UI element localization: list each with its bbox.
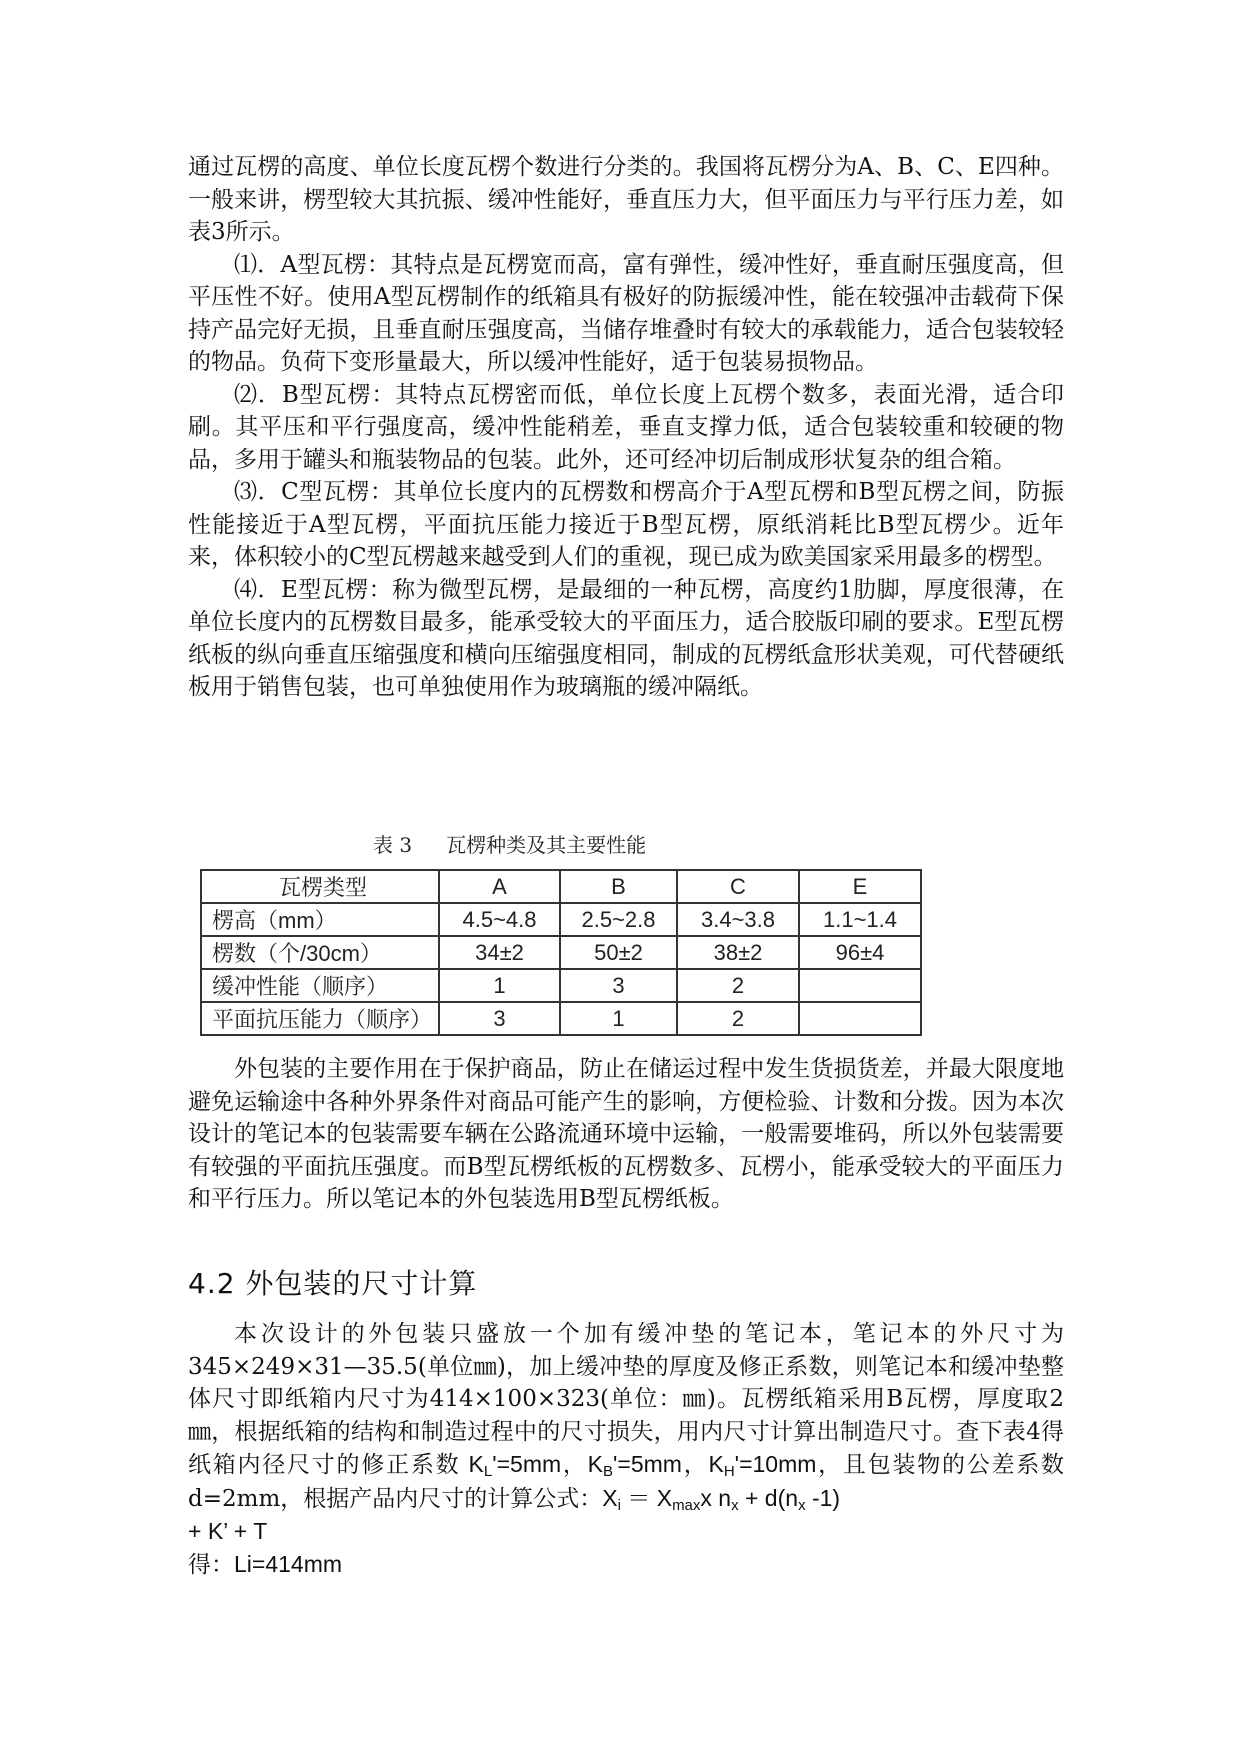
- table-row: [201, 903, 921, 936]
- paragraph-size-calc: [188, 1318, 1064, 1515]
- table-cell: 3: [439, 1002, 560, 1035]
- table-header-row: [201, 870, 921, 903]
- table-cell: 1.1~1.4: [799, 903, 921, 936]
- result-prefix: 得：: [188, 1551, 234, 1578]
- table-cell: 3.4~3.8: [677, 903, 799, 936]
- table-cell: 2.5~2.8: [560, 903, 677, 936]
- paragraph-type-a: ⑴．A型瓦楞：其特点是瓦楞宽而高，富有弹性，缓冲性好，垂直耐压强度高，但平压性不好。使用A型瓦楞制作的纸箱具有极好的防振缓冲性，能在较强冲击载荷下保持产品完好无损，且垂直耐压强度高，当储存堆叠时有较大的承载能力，适合包装较轻的物品。负荷下变形量最大，所以缓冲性能好，适于包装易损物品。: [188, 251, 1064, 375]
- table-cell: 缓冲性能（顺序）: [201, 969, 439, 1002]
- table-cell: 3: [560, 969, 677, 1002]
- table-number: 表 3: [373, 833, 413, 857]
- table-cell: 1: [560, 1002, 677, 1035]
- table-cell: 楞高（mm）: [201, 903, 439, 936]
- table-header-cell: B: [560, 870, 677, 903]
- paragraph-outer-package: 外包装的主要作用在于保护商品，防止在储运过程中发生货损货差，并最大限度地避免运输途中各种外界条件对商品可能产生的影响，方便检验、计数和分拨。因为本次设计的笔记本的包装需要车辆在公路流通环境中运输，一般需要堆码，所以外包装需要有较强的平面抗压强度。而B型瓦楞纸板的瓦楞数多、瓦楞小，能承受较大的平面压力和平行压力。所以笔记本的外包装选用B型瓦楞纸板。: [188, 1056, 1064, 1212]
- body-text-top: [188, 151, 1064, 704]
- table-cell: 38±2: [677, 936, 799, 969]
- coefficient-kl: $K_L'=5mm$，: [468, 1451, 588, 1480]
- coefficient-kb: $K_B'=5mm$，: [587, 1451, 709, 1480]
- size-calc-text: 本次设计的外包装只盛放一个加有缓冲垫的笔记本，笔记本的外尺寸为345×249×31—35.5(单位㎜)，加上缓冲垫的厚度及修正系数，则笔记本和缓冲垫整体尺寸即纸箱内尺寸为414×100×323(单位：㎜)。瓦楞纸箱采用B瓦楞，厚度取2㎜，根据纸箱的结构和制造过程中的尺寸损失，用内尺寸计算出制造尺寸。查下表4得纸箱内径尺寸的修正系数: [188, 1321, 1064, 1478]
- table-cell: 34±2: [439, 936, 560, 969]
- paragraph-type-e: ⑷．E型瓦楞：称为微型瓦楞，是最细的一种瓦楞，高度约1肋脚，厚度很薄，在单位长度内的瓦楞数目最多，能承受较大的平面压力，适合胶版印刷的要求。E型瓦楞纸板的纵向垂直压缩强度和横向压缩强度相同，制成的瓦楞纸盒形状美观，可代替硬纸板用于销售包装，也可单独使用作为玻璃瓶的缓冲隔纸。: [188, 576, 1064, 700]
- table-header-cell: A: [439, 870, 560, 903]
- table-row: [201, 969, 921, 1002]
- table-cell: 1: [439, 969, 560, 1002]
- table-cell: 96±4: [799, 936, 921, 969]
- paragraph-type-c: ⑶．C型瓦楞：其单位长度内的瓦楞数和楞高介于A型瓦楞和B型瓦楞之间，防振性能接近于A型瓦楞，平面抗压能力接近于B型瓦楞，原纸消耗比B型瓦楞少。近年来，体积较小的C型瓦楞越来越受到人们的重视，现已成为欧美国家采用最多的楞型。: [188, 479, 1064, 570]
- table-cell: [799, 969, 921, 1002]
- size-formula: $X_i = X_{max}x$ $n_x + d(n_x$ -1): [602, 1484, 841, 1514]
- table-row: [201, 936, 921, 969]
- body-text-section: [188, 1318, 1064, 1581]
- paragraph-intro: 通过瓦楞的高度、单位长度瓦楞个数进行分类的。我国将瓦楞分为A、B、C、E四种。一般来讲，楞型较大其抗振、缓冲性能好，垂直压力大，但平面压力与平行压力差，如表3所示。: [188, 154, 1064, 245]
- table-cell: 4.5~4.8: [439, 903, 560, 936]
- table-cell: 楞数（个/30cm）: [201, 936, 439, 969]
- table-row: [201, 1002, 921, 1035]
- coefficient-kh: $K_H'=10mm$，: [708, 1451, 843, 1480]
- table-header-cell: 瓦楞类型: [201, 870, 439, 903]
- body-text-mid: [188, 1053, 1064, 1216]
- table-header-cell: E: [799, 870, 921, 903]
- formula-line-2: + K’ + T: [188, 1518, 268, 1544]
- formula-intro-text: 且包装物的公差系数 d=2mm，根据产品内尺寸的计算公式：: [188, 1452, 1065, 1512]
- result-line: [188, 1548, 1064, 1582]
- result-value: Li=414mm: [234, 1550, 343, 1577]
- paragraph-type-b: ⑵．B型瓦楞：其特点瓦楞密而低，单位长度上瓦楞个数多，表面光滑，适合印刷。其平压和平行强度高，缓冲性能稍差，垂直支撑力低，适合包装较重和较硬的物品，多用于罐头和瓶装物品的包装。此外，还可经冲切后制成形状复杂的组合箱。: [188, 381, 1064, 473]
- table-cell: 50±2: [560, 936, 677, 969]
- table-cell: [799, 1002, 921, 1035]
- table-title: 瓦楞种类及其主要性能: [446, 833, 647, 857]
- table-cell: 2: [677, 1002, 799, 1035]
- section-heading: 4.2 外包装的尺寸计算: [188, 1267, 478, 1300]
- table-cell: 2: [677, 969, 799, 1002]
- flute-type-table: [200, 869, 922, 1036]
- table-caption: [373, 829, 680, 858]
- table-header-cell: C: [677, 870, 799, 903]
- table-cell: 平面抗压能力（顺序）: [201, 1002, 439, 1035]
